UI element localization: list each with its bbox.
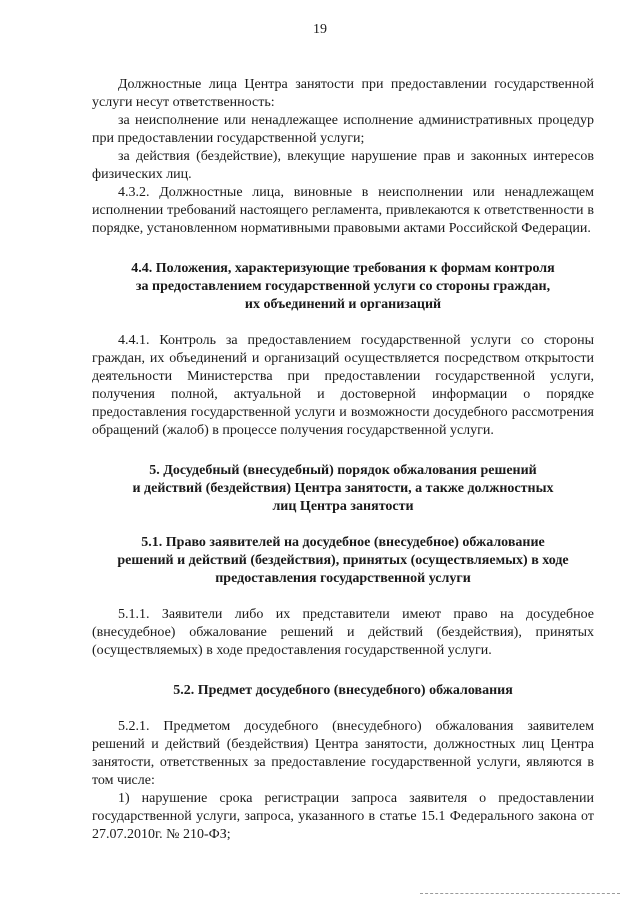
page-content <box>92 76 594 844</box>
section-heading-5 <box>92 462 594 516</box>
heading-line: 5.1. Право заявителей на досудебное (внесудебное) обжалование <box>141 535 545 550</box>
paragraph-5-1-1: 5.1.1. Заявители либо их представители имеют право на досудебное (внесудебное) обжалование решений и действий (бездействия), принятых (осуществляемых) в ходе предоставления государственной услуги. <box>92 607 594 658</box>
paragraph: 4.3.2. Должностные лица, виновные в неисполнении или ненадлежащем исполнении требований настоящего регламента, привлекаются к ответственности в порядке, установленном нормативными правовыми актами Российской Федерации. <box>92 185 594 236</box>
paragraph-5-2-1: 5.2.1. Предметом досудебного (внесудебного) обжалования заявителем решений и действий (бездействия) Центра занятости, должностных лиц Центра занятости, ответственных за предоставление государственной услуги, являются в том числе: <box>92 719 594 788</box>
list-item: 1) нарушение срока регистрации запроса заявителя о предоставлении государственной услуги, запроса, указанного в статье 15.1 Федерального закона от 27.07.2010г. № 210-ФЗ; <box>92 791 594 842</box>
section-heading-4-4 <box>92 260 594 314</box>
section-heading-5-2: 5.2. Предмет досудебного (внесудебного) обжалования <box>173 683 513 698</box>
heading-line: предоставления государственной услуги <box>215 571 471 586</box>
heading-line: и действий (бездействия) Центра занятости, а также должностных <box>132 481 554 496</box>
section-heading-5-1 <box>92 534 594 588</box>
heading-line: решений и действий (бездействия), принятых (осуществляемых) в ходе <box>117 553 569 568</box>
heading-line: 5. Досудебный (внесудебный) порядок обжалования решений <box>149 463 537 478</box>
paragraph: за неисполнение или ненадлежащее исполнение административных процедур при предоставлении государственной услуги; <box>92 113 594 146</box>
footer-divider <box>420 893 620 894</box>
paragraph: Должностные лица Центра занятости при предоставлении государственной услуги несут ответственность: <box>92 77 594 110</box>
heading-line: за предоставлением государственной услуги со стороны граждан, <box>135 279 551 294</box>
heading-line: их объединений и организаций <box>244 297 442 312</box>
paragraph: за действия (бездействие), влекущие нарушение прав и законных интересов физических лиц. <box>92 149 594 182</box>
page-number: 19 <box>313 22 327 37</box>
heading-line: 4.4. Положения, характеризующие требования к формам контроля <box>131 261 555 276</box>
paragraph-4-4-1: 4.4.1. Контроль за предоставлением государственной услуги со стороны граждан, их объединений и организаций осуществляется посредством открытости деятельности Министерства при предоставлении государственной услуги, получения полной, актуальной и достоверной информации о порядке предоставления государственной услуги и возможности досудебного рассмотрения обращений (жалоб) в процессе получения государственной услуги. <box>92 333 594 438</box>
heading-line: лиц Центра занятости <box>272 499 414 514</box>
